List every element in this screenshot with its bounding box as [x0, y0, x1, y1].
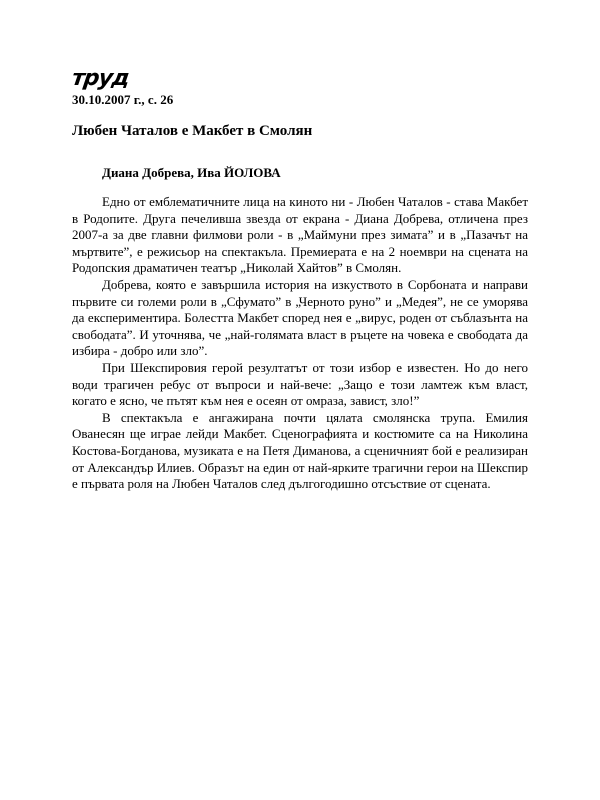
article-title: Любен Чаталов е Макбет в Смолян	[72, 123, 313, 139]
article-body	[72, 194, 528, 493]
article-authors: Диана Добрева, Ива ЙОЛОВА	[102, 165, 281, 180]
newspaper-logo: труд	[70, 66, 131, 91]
article-paragraph: Едно от емблематичните лица на киното ни - Любен Чаталов - става Макбет в Родопите. Друга печелившa звезда от екрана - Диана Добрева, отличена през 2007-а за две главни филмови роли - в „Маймуни през зимата” и в „Пазачът на мъртвите”, е режисьор на спектакъла. Премиерата е на 2 ноември на сцената на Родопския драматичен театър „Николай Хайтов” в Смолян.	[72, 194, 528, 276]
article-paragraph: В спектакъла е ангажирана почти цялата смолянска трупа. Емилия Ованесян ще играе лейди Макбет. Сценографията и костюмите са на Николина Костова-Богданова, музиката е на Петя Диманова, а сценичният бой е реализиран от Александър Илиев. Образът на един от най-ярките трагични герои на Шекспир е първата роля на Любен Чаталов след дългогодишно отсъствие от сцената.	[72, 409, 528, 492]
article-paragraph: Добрева, която е завършила история на изкуството в Сорбоната и направи първите си големи роли в „Сфумато” в „Черното руно” и „Медея”, не се уморява да експериментира. Болестта Макбет според нея е „вирус, роден от съблазънта на свободата”. И уточнява, че „най-голямата власт в ръцете на човека е свободата да избира - добро или зло”.	[72, 276, 528, 359]
publication-date-page: 30.10.2007 г., с. 26	[72, 92, 174, 107]
article-paragraph: При Шекспировия герой резултатът от този избор е известен. Но до него води трагичен ребус от въпроси и най-вече: „Защо е този ламтеж към власт, когато е ясно, че пътят към нея е осеян от омраза, завист, зло!”	[72, 359, 528, 409]
